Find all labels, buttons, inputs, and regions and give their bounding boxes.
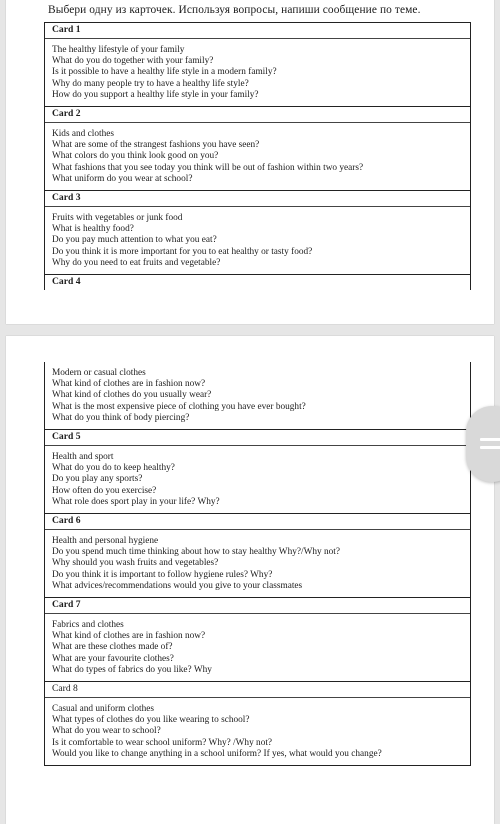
card-title: Card 4 xyxy=(52,276,81,288)
card-topic: Modern or casual clothes xyxy=(52,368,146,378)
card-question: Why do you need to eat fruits and vegetable? xyxy=(52,257,221,268)
card-4-body xyxy=(45,362,470,430)
card-1 xyxy=(45,23,470,107)
card-question: Do you pay much attention to what you eat? xyxy=(52,235,217,246)
card-question: Why do many people try to have a healthy life style? xyxy=(52,78,249,89)
card-5 xyxy=(45,430,470,514)
scroll-handle-button[interactable] xyxy=(466,406,500,482)
menu-line-icon xyxy=(480,438,500,441)
card-question: What is the most expensive piece of clothing you have ever bought? xyxy=(52,401,306,412)
card-3 xyxy=(45,191,470,275)
card-body xyxy=(45,698,470,765)
card-question: How often do you exercise? xyxy=(52,485,157,496)
card-question: What advices/recommendations would you give to your classmates xyxy=(52,580,303,591)
card-title: Card 6 xyxy=(45,514,470,530)
card-question: What do you do together with your family? xyxy=(52,56,214,67)
menu-line-icon xyxy=(480,446,500,449)
card-question: How do you support a healthy life style in your family? xyxy=(52,89,259,100)
card-title: Card 1 xyxy=(45,23,470,39)
card-question: What is healthy food? xyxy=(52,224,134,235)
card-topic: Fabrics and clothes xyxy=(52,620,124,631)
card-8 xyxy=(45,682,470,766)
card-topic: Fruits with vegetables or junk food xyxy=(52,213,183,224)
card-title: Card 7 xyxy=(45,598,470,614)
document-page-1 xyxy=(6,0,494,324)
card-question: Is it possible to have a healthy life style in a modern family? xyxy=(52,67,277,78)
card-body xyxy=(45,207,470,274)
card-title: Card 8 xyxy=(45,682,470,698)
card-7 xyxy=(45,598,470,682)
card-question: What are these clothes made of? xyxy=(52,642,173,653)
card-topic: The healthy lifestyle of your family xyxy=(52,45,185,55)
card-topic: Health and personal hygiene xyxy=(52,536,159,547)
card-question: What role does sport play in your life? Why? xyxy=(52,496,220,507)
card-body xyxy=(45,530,470,597)
card-body xyxy=(45,614,470,681)
document-page-2 xyxy=(6,336,494,824)
card-title: Card 3 xyxy=(45,191,470,207)
card-question: What are your favourite clothes? xyxy=(52,653,174,664)
card-question: What kind of clothes are in fashion now? xyxy=(52,631,206,642)
card-body xyxy=(45,446,470,513)
card-question: What do types of fabrics do you like? Why xyxy=(52,664,212,675)
card-4-header xyxy=(45,275,470,290)
card-question: What are some of the strangest fashions you have seen? xyxy=(52,140,260,151)
instruction-text: Выбери одну из карточек. Используя вопросы, напиши сообщение по теме. xyxy=(48,4,421,16)
card-title: Card 2 xyxy=(45,107,470,123)
card-question: Would you like to change anything in a school uniform? If yes, what would you change? xyxy=(52,748,382,759)
card-body xyxy=(45,39,470,106)
card-body xyxy=(45,362,470,429)
cards-table-page-1 xyxy=(44,22,471,290)
card-6 xyxy=(45,514,470,598)
card-2 xyxy=(45,107,470,191)
card-question: Do you play any sports? xyxy=(52,474,143,485)
card-question: Is it comfortable to wear school uniform? Why? /Why not? xyxy=(52,737,273,748)
card-topic: Health and sport xyxy=(52,452,114,463)
card-question: What fashions that you see today you think will be out of fashion within two years? xyxy=(52,162,364,173)
card-question: What colors do you think look good on you? xyxy=(52,151,219,162)
card-title: Card 5 xyxy=(45,430,470,446)
cards-table-page-2 xyxy=(44,362,471,766)
card-question: Do you spend much time thinking about how to stay healthy Why?/Why not? xyxy=(52,547,340,558)
card-question: What uniform do you wear at school? xyxy=(52,173,193,184)
card-question: What do you think of body piercing? xyxy=(52,412,190,423)
card-question: What kind of clothes are in fashion now? xyxy=(52,379,206,390)
card-question: Do you think it is more important for you to eat healthy or tasty food? xyxy=(52,246,313,257)
card-question: What kind of clothes do you usually wear? xyxy=(52,390,212,401)
card-body xyxy=(45,123,470,190)
card-question: Do you think it is important to follow hygiene rules? Why? xyxy=(52,569,273,580)
card-question: What do you do to keep healthy? xyxy=(52,463,175,474)
card-question: What types of clothes do you like wearing to school? xyxy=(52,715,250,726)
card-question: What do you wear to school? xyxy=(52,726,161,737)
card-topic: Kids and clothes xyxy=(52,129,114,140)
card-topic: Casual and uniform clothes xyxy=(52,704,154,715)
card-question: Why should you wash fruits and vegetables? xyxy=(52,558,219,569)
